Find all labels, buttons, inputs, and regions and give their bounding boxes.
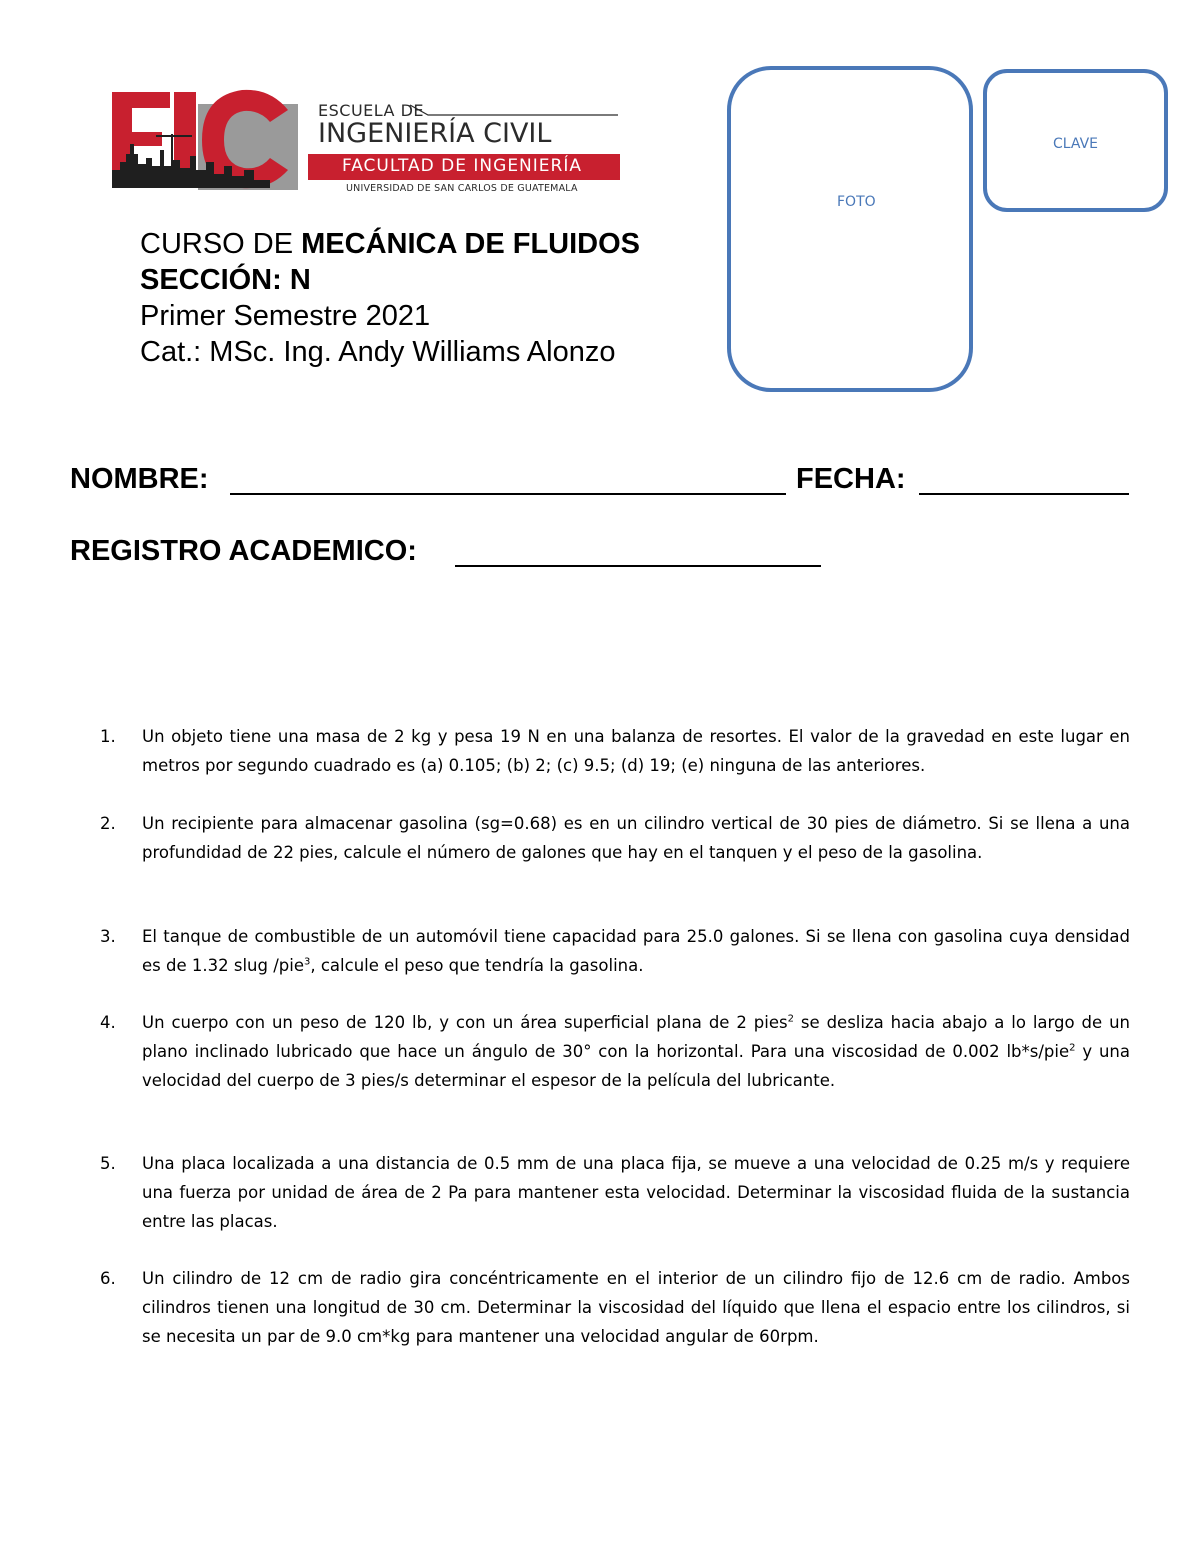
question-number: 5.: [100, 1154, 116, 1173]
course-section: SECCIÓN: N: [140, 264, 311, 296]
course-instructor: Cat.: MSc. Ing. Andy Williams Alonzo: [140, 336, 616, 368]
question-1: [100, 722, 1130, 780]
question-number: 4.: [100, 1013, 116, 1032]
logo-universidad-text: UNIVERSIDAD DE SAN CARLOS DE GUATEMALA: [346, 183, 578, 194]
course-semester: Primer Semestre 2021: [140, 300, 431, 332]
key-label: CLAVE: [1053, 136, 1099, 152]
eic-logo: [110, 84, 622, 196]
course-heading: [140, 226, 640, 370]
question-text: Un recipiente para almacenar gasolina (sg=0.68) es en un cilindro vertical de 30 pies de diámetro. Si se llena a una profundidad de 22 pies, calcule el número de galones que hay en el tanquen y el peso de la gasolina.: [142, 814, 1130, 862]
fecha-field[interactable]: [919, 493, 1129, 495]
logo-escuela-text: ESCUELA DE: [318, 101, 424, 120]
question-3: [100, 922, 1130, 980]
question-number: 6.: [100, 1269, 116, 1288]
question-number: 2.: [100, 814, 116, 833]
question-4: [100, 1008, 1130, 1095]
question-text: El tanque de combustible de un automóvil tiene capacidad para 25.0 galones. Si se llena con gasolina cuya densidad es de 1.32 slug /pie$^3$, calcule el peso que tendría la gasolina.: [142, 927, 1130, 975]
question-text: Una placa localizada a una distancia de 0.5 mm de una placa fija, se mueve a una velocidad de 0.25 m/s y requiere una fuerza por unidad de área de 2 Pa para mantener esta velocidad. Determinar la viscosidad fluida de la sustancia entre las placas.: [142, 1154, 1130, 1231]
question-5: [100, 1149, 1130, 1236]
question-number: 3.: [100, 927, 116, 946]
fecha-label: FECHA:: [796, 463, 906, 495]
question-number: 1.: [100, 727, 116, 746]
logo-facultad-text: FACULTAD DE INGENIERÍA: [342, 156, 582, 176]
question-text: Un cilindro de 12 cm de radio gira concéntricamente en el interior de un cilindro fijo de 12.6 cm de radio. Ambos cilindros tienen una longitud de 30 cm. Determinar la viscosidad del líquido que llena el espacio entre los cilindros, si se necesita un par de 9.0 cm*kg para mantener una velocidad angular de 60rpm.: [142, 1269, 1130, 1346]
photo-box: [727, 66, 973, 392]
registro-field[interactable]: [455, 565, 821, 567]
key-box: [983, 69, 1168, 212]
course-title: CURSO DE MECÁNICA DE FLUIDOS: [140, 228, 641, 260]
registro-label: REGISTRO ACADEMICO:: [70, 535, 417, 567]
nombre-label: NOMBRE:: [70, 463, 209, 495]
question-text: Un cuerpo con un peso de 120 lb, y con un área superficial plana de 2 pies$^2$ se desliza hacia abajo a lo largo de un plano inclinado lubricado que hace un ángulo de 30° con la horizontal. Para una viscosidad de 0.002 lb*s/pie$^2$ y una velocidad del cuerpo de 3 pies/s determinar el espesor de la película del lubricante.: [142, 1013, 1130, 1090]
logo-ingenieria-text: INGENIERÍA CIVIL: [318, 118, 552, 149]
photo-label: FOTO: [837, 194, 876, 210]
question-2: [100, 809, 1130, 867]
nombre-field[interactable]: [230, 493, 786, 495]
question-6: [100, 1264, 1130, 1351]
question-text: Un objeto tiene una masa de 2 kg y pesa 19 N en una balanza de resortes. El valor de la gravedad en este lugar en metros por segundo cuadrado es (a) 0.105; (b) 2; (c) 9.5; (d) 19; (e) ninguna de las anteriores.: [142, 727, 1130, 775]
